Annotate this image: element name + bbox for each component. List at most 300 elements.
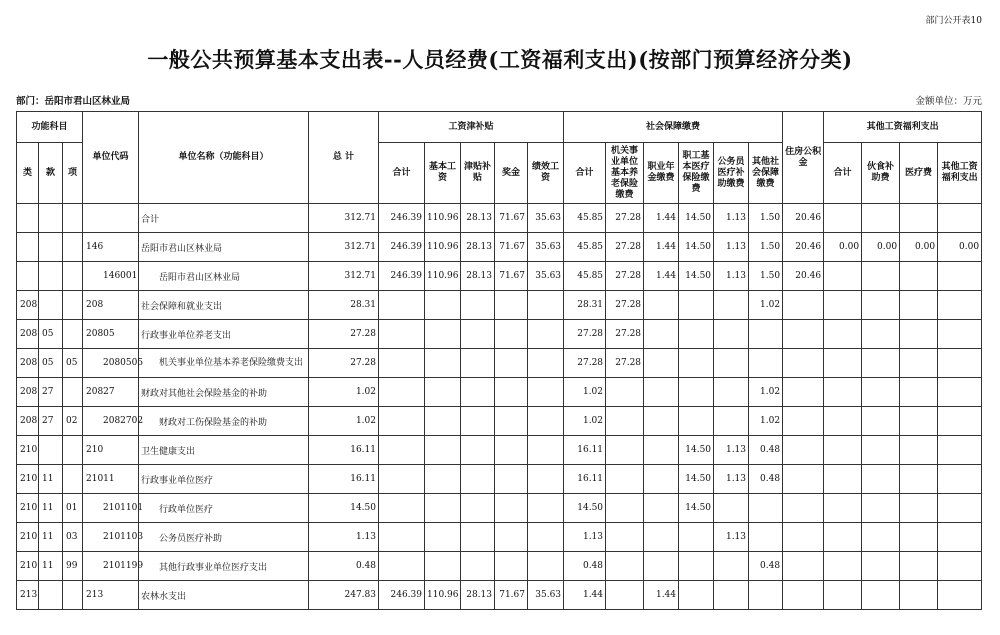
cell-social: [679, 378, 714, 407]
cell-social: [749, 581, 783, 610]
header-social-col: 职业年金缴费: [644, 143, 679, 204]
cell-social: 1.02: [749, 407, 783, 436]
cell-other: [900, 523, 938, 552]
table-row: [17, 204, 982, 233]
cell-xiang: 05: [63, 349, 83, 378]
cell-wage: [461, 552, 495, 581]
cell-social: [644, 349, 679, 378]
cell-wage: 35.63: [528, 204, 564, 233]
cell-unit-name: 其他行政事业单位医疗支出: [139, 552, 309, 581]
cell-wage: [379, 291, 425, 320]
cell-other: [862, 494, 900, 523]
cell-xiang: [63, 204, 83, 233]
cell-other: [938, 204, 982, 233]
cell-social: [606, 378, 644, 407]
cell-lei: [17, 204, 39, 233]
header-function-subject: 功能科目: [17, 112, 83, 143]
cell-housing-fund: [783, 320, 824, 349]
table-row: [17, 349, 982, 378]
cell-wage: [461, 349, 495, 378]
header-social-col: 职工基本医疗保险缴费: [679, 143, 714, 204]
cell-social: 1.13: [714, 465, 749, 494]
amount-unit-label: 金额单位：万元: [915, 96, 982, 107]
cell-other: [900, 552, 938, 581]
cell-wage: [461, 465, 495, 494]
cell-xiang: [63, 291, 83, 320]
cell-social: 14.50: [679, 262, 714, 291]
department-label: 部门：岳阳市君山区林业局: [16, 96, 131, 107]
cell-other: [862, 291, 900, 320]
cell-wage: [461, 407, 495, 436]
cell-social: [679, 552, 714, 581]
cell-wage: 35.63: [528, 262, 564, 291]
cell-social: [749, 349, 783, 378]
cell-unit-name: 财政对其他社会保险基金的补助: [139, 378, 309, 407]
cell-xiang: [63, 262, 83, 291]
cell-other: [900, 378, 938, 407]
header-unit-name: 单位名称（功能科目）: [139, 112, 309, 204]
table-row: [17, 494, 982, 523]
cell-xiang: 03: [63, 523, 83, 552]
cell-other: [824, 523, 862, 552]
cell-other: [900, 320, 938, 349]
cell-social: [714, 291, 749, 320]
cell-wage: [528, 378, 564, 407]
cell-wage: 35.63: [528, 233, 564, 262]
cell-social: [606, 581, 644, 610]
cell-wage: [495, 378, 528, 407]
table-row: [17, 233, 982, 262]
cell-total: 312.71: [309, 233, 379, 262]
cell-other: [938, 262, 982, 291]
cell-unit-name: 行政单位医疗: [139, 494, 309, 523]
cell-social: 27.28: [606, 204, 644, 233]
cell-lei: 210: [17, 465, 39, 494]
header-social-group: 社会保障缴费: [564, 112, 783, 143]
cell-social: [644, 494, 679, 523]
header-lei: 类: [17, 143, 39, 204]
cell-kuan: [39, 581, 63, 610]
cell-unit-code: 20827: [83, 378, 139, 407]
cell-kuan: 05: [39, 349, 63, 378]
cell-wage: [379, 378, 425, 407]
header-wage-group: 工资津补贴: [379, 112, 564, 143]
cell-wage: [379, 407, 425, 436]
cell-social: 45.85: [564, 233, 606, 262]
cell-total: 27.28: [309, 349, 379, 378]
cell-lei: 208: [17, 349, 39, 378]
cell-other: [900, 581, 938, 610]
cell-other: [824, 378, 862, 407]
cell-other: [824, 204, 862, 233]
cell-wage: 246.39: [379, 233, 425, 262]
cell-wage: [495, 494, 528, 523]
cell-wage: 28.13: [461, 262, 495, 291]
cell-unit-code: 2080505: [83, 349, 139, 378]
cell-social: 14.50: [679, 204, 714, 233]
cell-housing-fund: [783, 291, 824, 320]
cell-wage: [528, 291, 564, 320]
cell-social: 16.11: [564, 465, 606, 494]
header-other-col: 合计: [824, 143, 862, 204]
cell-other: [900, 262, 938, 291]
cell-housing-fund: [783, 349, 824, 378]
cell-other: [862, 378, 900, 407]
cell-wage: [528, 552, 564, 581]
cell-housing-fund: 20.46: [783, 204, 824, 233]
cell-total: 14.50: [309, 494, 379, 523]
cell-lei: [17, 233, 39, 262]
cell-housing-fund: [783, 552, 824, 581]
cell-social: [606, 465, 644, 494]
cell-social: 1.13: [714, 523, 749, 552]
cell-unit-code: 146001: [83, 262, 139, 291]
cell-social: 1.44: [644, 204, 679, 233]
cell-wage: 28.13: [461, 581, 495, 610]
cell-other: [862, 581, 900, 610]
cell-social: [644, 291, 679, 320]
cell-lei: 210: [17, 494, 39, 523]
cell-wage: [461, 378, 495, 407]
cell-social: [644, 320, 679, 349]
cell-social: 1.44: [564, 581, 606, 610]
cell-social: [644, 378, 679, 407]
cell-unit-code: 213: [83, 581, 139, 610]
table-body: [17, 204, 982, 610]
cell-total: 1.02: [309, 407, 379, 436]
cell-wage: 246.39: [379, 262, 425, 291]
cell-kuan: 11: [39, 552, 63, 581]
cell-social: [644, 407, 679, 436]
cell-xiang: 99: [63, 552, 83, 581]
cell-unit-code: [83, 204, 139, 233]
cell-housing-fund: 20.46: [783, 233, 824, 262]
cell-housing-fund: 20.46: [783, 262, 824, 291]
header-xiang: 项: [63, 143, 83, 204]
cell-social: [644, 436, 679, 465]
cell-xiang: [63, 233, 83, 262]
cell-xiang: [63, 581, 83, 610]
cell-social: [606, 552, 644, 581]
cell-social: 1.13: [714, 204, 749, 233]
cell-wage: 71.67: [495, 204, 528, 233]
cell-wage: [495, 436, 528, 465]
cell-unit-name: 公务员医疗补助: [139, 523, 309, 552]
cell-wage: 110.96: [425, 204, 461, 233]
table-row: [17, 407, 982, 436]
cell-social: 14.50: [564, 494, 606, 523]
cell-other: [900, 204, 938, 233]
cell-wage: [425, 552, 461, 581]
cell-kuan: [39, 291, 63, 320]
cell-other: [824, 494, 862, 523]
cell-other: [900, 291, 938, 320]
cell-other: [862, 552, 900, 581]
header-total: 总 计: [309, 112, 379, 204]
cell-other: [938, 320, 982, 349]
cell-unit-code: 2101199: [83, 552, 139, 581]
cell-unit-code: 208: [83, 291, 139, 320]
cell-social: 0.48: [749, 436, 783, 465]
cell-total: 0.48: [309, 552, 379, 581]
cell-other: [824, 581, 862, 610]
cell-total: 16.11: [309, 436, 379, 465]
cell-total: 312.71: [309, 262, 379, 291]
cell-total: 16.11: [309, 465, 379, 494]
cell-lei: 208: [17, 291, 39, 320]
cell-social: 1.44: [644, 233, 679, 262]
cell-wage: 35.63: [528, 581, 564, 610]
cell-social: [679, 581, 714, 610]
budget-table: [16, 111, 982, 610]
header-wage-col: 绩效工资: [528, 143, 564, 204]
cell-other: 0.00: [938, 233, 982, 262]
table-row: [17, 378, 982, 407]
cell-other: [862, 349, 900, 378]
cell-wage: [379, 465, 425, 494]
cell-kuan: 27: [39, 378, 63, 407]
cell-social: 27.28: [564, 349, 606, 378]
cell-total: 1.13: [309, 523, 379, 552]
cell-social: 14.50: [679, 465, 714, 494]
cell-other: [938, 349, 982, 378]
cell-wage: 246.39: [379, 581, 425, 610]
cell-wage: [425, 465, 461, 494]
cell-kuan: 27: [39, 407, 63, 436]
header-wage-col: 基本工资: [425, 143, 461, 204]
cell-other: [824, 407, 862, 436]
cell-social: 1.02: [749, 291, 783, 320]
table-row: [17, 262, 982, 291]
header-wage-col: 奖金: [495, 143, 528, 204]
header-other-col: 其他工资福利支出: [938, 143, 982, 204]
cell-lei: 210: [17, 523, 39, 552]
cell-other: [862, 465, 900, 494]
cell-wage: [461, 494, 495, 523]
cell-other: 0.00: [862, 233, 900, 262]
cell-social: [749, 523, 783, 552]
cell-social: [714, 407, 749, 436]
cell-wage: [495, 552, 528, 581]
header-housing-fund: 住房公积金: [783, 112, 824, 204]
cell-total: 247.83: [309, 581, 379, 610]
cell-other: [862, 436, 900, 465]
cell-wage: 71.67: [495, 262, 528, 291]
cell-unit-name: 行政事业单位养老支出: [139, 320, 309, 349]
cell-wage: [379, 552, 425, 581]
header-other-group: 其他工资福利支出: [824, 112, 982, 143]
cell-lei: 213: [17, 581, 39, 610]
table-row: [17, 552, 982, 581]
cell-wage: [528, 407, 564, 436]
cell-social: 0.48: [564, 552, 606, 581]
cell-kuan: [39, 204, 63, 233]
cell-wage: [379, 320, 425, 349]
cell-wage: [425, 523, 461, 552]
cell-social: 14.50: [679, 436, 714, 465]
cell-other: [824, 436, 862, 465]
header-social-col: 公务员医疗补助缴费: [714, 143, 749, 204]
cell-unit-code: 21011: [83, 465, 139, 494]
cell-xiang: [63, 436, 83, 465]
cell-housing-fund: [783, 407, 824, 436]
cell-wage: 28.13: [461, 204, 495, 233]
cell-unit-code: 20805: [83, 320, 139, 349]
cell-social: [679, 291, 714, 320]
cell-other: [938, 407, 982, 436]
cell-social: 1.50: [749, 233, 783, 262]
cell-kuan: [39, 436, 63, 465]
cell-social: [606, 436, 644, 465]
cell-other: 0.00: [824, 233, 862, 262]
cell-wage: [461, 436, 495, 465]
header-unit-code: 单位代码: [83, 112, 139, 204]
cell-other: [862, 320, 900, 349]
cell-kuan: 11: [39, 465, 63, 494]
cell-unit-name: 机关事业单位基本养老保险缴费支出: [139, 349, 309, 378]
cell-unit-name: 岳阳市君山区林业局: [139, 233, 309, 262]
cell-social: 1.44: [644, 262, 679, 291]
cell-social: [714, 320, 749, 349]
cell-other: [938, 436, 982, 465]
cell-other: [824, 465, 862, 494]
cell-social: 1.44: [644, 581, 679, 610]
cell-total: 312.71: [309, 204, 379, 233]
cell-housing-fund: [783, 378, 824, 407]
cell-wage: 110.96: [425, 233, 461, 262]
cell-wage: 28.13: [461, 233, 495, 262]
cell-kuan: 11: [39, 523, 63, 552]
cell-other: [824, 262, 862, 291]
cell-wage: 71.67: [495, 233, 528, 262]
cell-wage: 246.39: [379, 204, 425, 233]
corner-label: 部门公开表10: [925, 16, 982, 26]
cell-social: 27.28: [606, 291, 644, 320]
cell-xiang: [63, 320, 83, 349]
cell-lei: 208: [17, 407, 39, 436]
cell-other: [938, 291, 982, 320]
cell-other: [862, 204, 900, 233]
cell-social: 1.02: [564, 378, 606, 407]
cell-social: 0.48: [749, 465, 783, 494]
table-row: [17, 291, 982, 320]
cell-kuan: 05: [39, 320, 63, 349]
cell-other: [938, 581, 982, 610]
table-row: [17, 436, 982, 465]
cell-unit-name: 岳阳市君山区林业局: [139, 262, 309, 291]
cell-social: [679, 407, 714, 436]
cell-social: [749, 320, 783, 349]
cell-wage: [528, 349, 564, 378]
cell-wage: [379, 523, 425, 552]
cell-social: [749, 494, 783, 523]
cell-wage: [495, 465, 528, 494]
cell-social: 27.28: [606, 233, 644, 262]
cell-wage: [495, 523, 528, 552]
table-row: [17, 523, 982, 552]
cell-xiang: 02: [63, 407, 83, 436]
cell-social: 14.50: [679, 494, 714, 523]
cell-other: [900, 436, 938, 465]
cell-housing-fund: [783, 581, 824, 610]
cell-wage: [461, 523, 495, 552]
cell-social: 45.85: [564, 204, 606, 233]
cell-social: 45.85: [564, 262, 606, 291]
cell-other: [938, 523, 982, 552]
cell-lei: 208: [17, 378, 39, 407]
cell-lei: 210: [17, 552, 39, 581]
cell-housing-fund: [783, 465, 824, 494]
cell-unit-name: 卫生健康支出: [139, 436, 309, 465]
table-row: [17, 581, 982, 610]
cell-wage: 110.96: [425, 262, 461, 291]
header-social-col: 机关事业单位基本养老保险缴费: [606, 143, 644, 204]
cell-social: 28.31: [564, 291, 606, 320]
cell-social: 0.48: [749, 552, 783, 581]
cell-social: 1.13: [714, 262, 749, 291]
cell-social: 1.13: [564, 523, 606, 552]
cell-social: 16.11: [564, 436, 606, 465]
cell-social: [714, 494, 749, 523]
cell-unit-code: 210: [83, 436, 139, 465]
cell-social: 1.13: [714, 436, 749, 465]
cell-xiang: 01: [63, 494, 83, 523]
cell-wage: [425, 291, 461, 320]
header-other-col: 医疗费: [900, 143, 938, 204]
cell-wage: [425, 378, 461, 407]
cell-social: 1.50: [749, 262, 783, 291]
cell-social: 27.28: [564, 320, 606, 349]
cell-wage: [461, 320, 495, 349]
cell-other: [824, 320, 862, 349]
cell-other: [938, 378, 982, 407]
cell-wage: [528, 465, 564, 494]
cell-unit-name: 行政事业单位医疗: [139, 465, 309, 494]
cell-wage: [495, 320, 528, 349]
header-wage-col: 合计: [379, 143, 425, 204]
cell-social: [714, 552, 749, 581]
cell-other: [824, 552, 862, 581]
cell-other: [862, 407, 900, 436]
cell-lei: 208: [17, 320, 39, 349]
cell-kuan: [39, 233, 63, 262]
cell-social: [679, 320, 714, 349]
cell-wage: 71.67: [495, 581, 528, 610]
cell-wage: [528, 436, 564, 465]
cell-xiang: [63, 378, 83, 407]
cell-unit-name: 社会保障和就业支出: [139, 291, 309, 320]
cell-social: 1.02: [749, 378, 783, 407]
cell-wage: [528, 523, 564, 552]
cell-other: [938, 494, 982, 523]
cell-total: 1.02: [309, 378, 379, 407]
cell-wage: [461, 291, 495, 320]
cell-kuan: 11: [39, 494, 63, 523]
cell-total: 27.28: [309, 320, 379, 349]
cell-other: [824, 349, 862, 378]
cell-social: 1.02: [564, 407, 606, 436]
header-other-col: 伙食补助费: [862, 143, 900, 204]
cell-wage: 110.96: [425, 581, 461, 610]
cell-wage: [425, 407, 461, 436]
cell-other: [900, 494, 938, 523]
cell-social: 27.28: [606, 262, 644, 291]
cell-other: [862, 262, 900, 291]
cell-social: [714, 581, 749, 610]
header-social-col: 合计: [564, 143, 606, 204]
cell-housing-fund: [783, 494, 824, 523]
cell-other: [900, 407, 938, 436]
